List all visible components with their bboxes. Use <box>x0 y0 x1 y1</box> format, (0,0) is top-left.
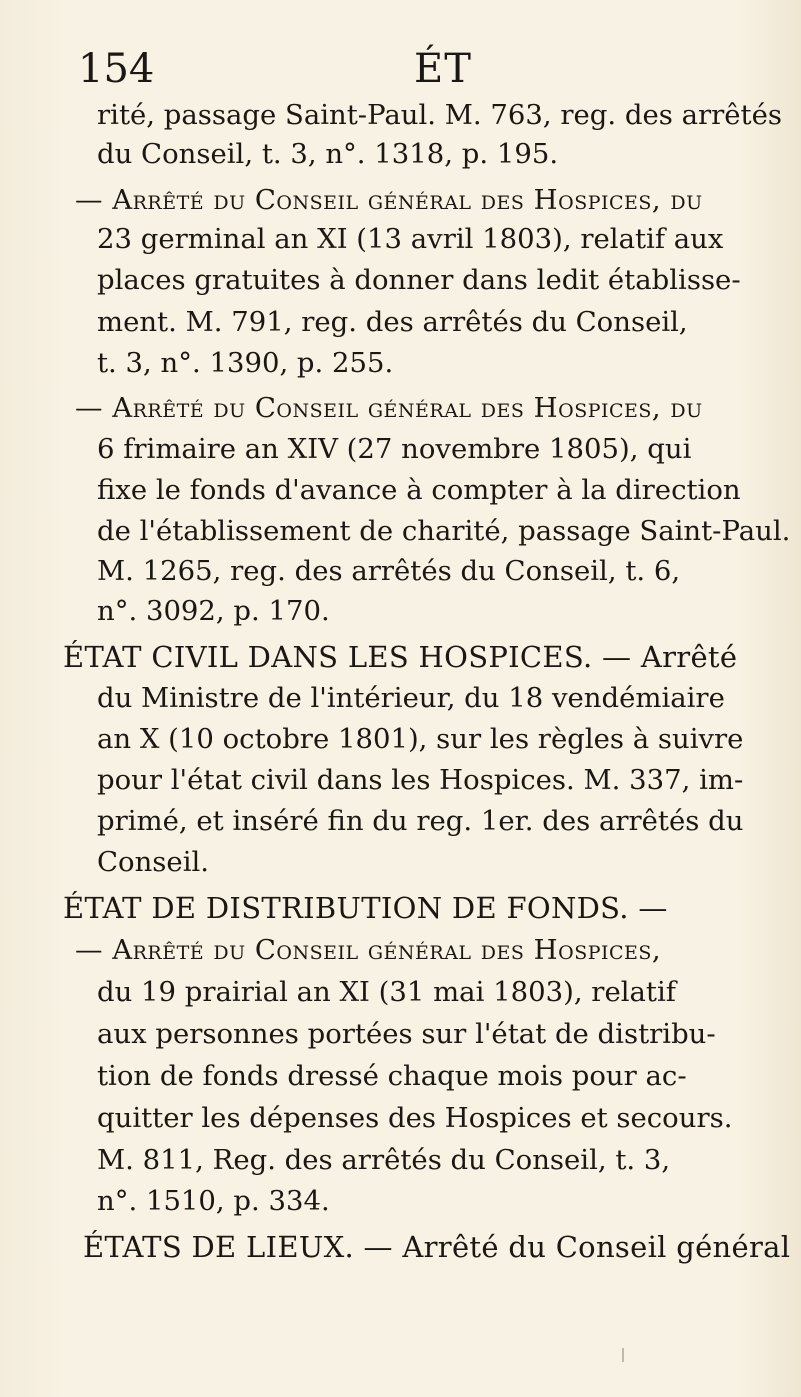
text-line: an X (10 octobre 1801), sur les règles à suivre <box>97 723 744 755</box>
section-heading-distribution: ÉTAT DE DISTRIBUTION DE FONDS. — <box>63 891 668 925</box>
entry-line: — Arrêté du Conseil général des Hospices, du <box>75 392 703 424</box>
text-line: fixe le fonds d'avance à compter à la direction <box>97 474 741 506</box>
text-line: places gratuites à donner dans ledit établisse- <box>97 264 741 296</box>
text-line: du Conseil, t. 3, n°. 1318, p. 195. <box>97 138 559 170</box>
section-heading-etat-civil: ÉTAT CIVIL DANS LES HOSPICES. — Arrêté <box>63 640 738 674</box>
text-line: quitter les dépenses des Hospices et secours. <box>97 1102 733 1134</box>
text-line: pour l'état civil dans les Hospices. M. 337, im- <box>97 764 744 796</box>
text-line: tion de fonds dressé chaque mois pour ac- <box>97 1060 687 1092</box>
text-line: ment. M. 791, reg. des arrêtés du Conseil, <box>97 306 688 338</box>
text-line: de l'établissement de charité, passage Saint-Paul. <box>97 515 791 547</box>
text-line: t. 3, n°. 1390, p. 255. <box>97 347 394 379</box>
page-mark <box>622 1348 624 1362</box>
running-title: ÉT <box>414 46 472 92</box>
text-line: aux personnes portées sur l'état de distribu- <box>97 1018 716 1050</box>
text-line: du Ministre de l'intérieur, du 18 vendémiaire <box>97 682 725 714</box>
text-line: M. 811, Reg. des arrêtés du Conseil, t. 3, <box>97 1144 671 1176</box>
section-heading-etats-de-lieux: ÉTATS DE LIEUX. — Arrêté du Conseil général <box>83 1230 791 1264</box>
page-number: 154 <box>78 46 155 92</box>
entry-line: — Arrêté du Conseil général des Hospices, du <box>75 184 703 216</box>
text-line: M. 1265, reg. des arrêtés du Conseil, t. 6, <box>97 555 681 587</box>
text-line: 23 germinal an XI (13 avril 1803), relatif aux <box>97 223 724 255</box>
text-line: primé, et inséré fin du reg. 1er. des arrêtés du <box>97 805 744 837</box>
text-line: n°. 1510, p. 334. <box>97 1185 330 1217</box>
entry-line: — Arrêté du Conseil général des Hospices, <box>75 934 662 966</box>
text-line: n°. 3092, p. 170. <box>97 595 330 627</box>
text-line: Conseil. <box>97 846 210 878</box>
text-line: 6 frimaire an XIV (27 novembre 1805), qui <box>97 433 692 465</box>
text-line: rité, passage Saint-Paul. M. 763, reg. des arrêtés <box>97 99 782 131</box>
text-line: du 19 prairial an XI (31 mai 1803), relatif <box>97 976 676 1008</box>
running-head <box>0 40 801 100</box>
